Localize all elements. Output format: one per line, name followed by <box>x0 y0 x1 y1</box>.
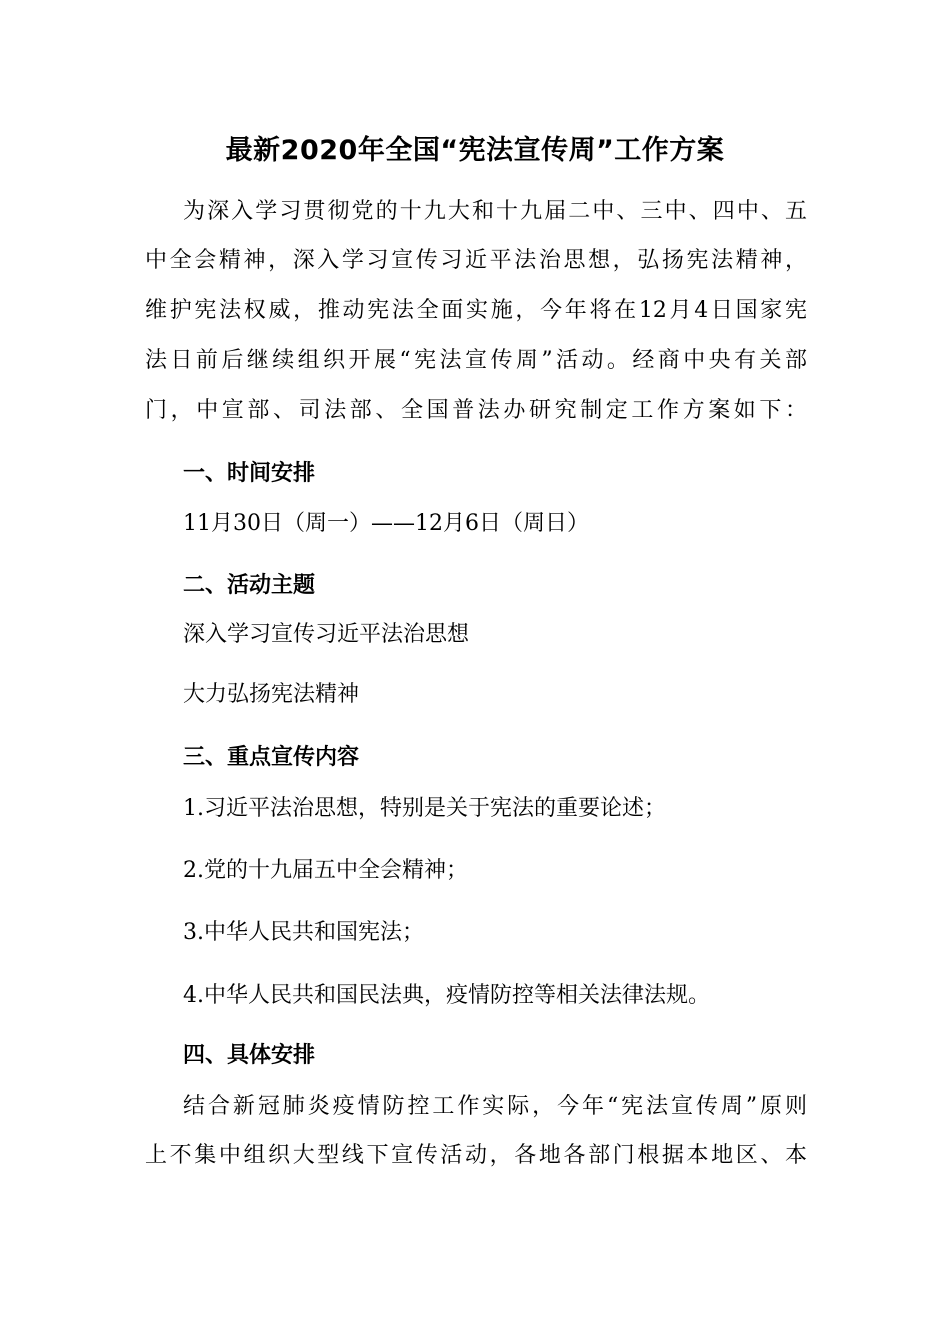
intro-line-4: 法日前后继续组织开展“宪法宣传周”活动。经商中央有关部 <box>145 348 807 373</box>
section-heading-content: 三、重点宣传内容 <box>183 745 360 770</box>
intro-line-2: 中全会精神，深入学习宣传习近平法治思想，弘扬宪法精神， <box>145 248 807 273</box>
content-item-1: 1.习近平法治思想，特别是关于宪法的重要论述； <box>183 796 666 821</box>
section-heading-arrangement: 四、具体安排 <box>183 1043 316 1068</box>
intro-line-3: 维护宪法权威，推动宪法全面实施，今年将在12月4日国家宪 <box>145 298 807 323</box>
arrangement-line-2: 上不集中组织大型线下宣传活动，各地各部门根据本地区、本 <box>145 1143 807 1168</box>
content-item-2: 2.党的十九届五中全会精神； <box>183 858 468 883</box>
theme-line-1: 深入学习宣传习近平法治思想 <box>183 622 470 647</box>
section-heading-theme: 二、活动主题 <box>183 573 316 598</box>
theme-line-2: 大力弘扬宪法精神 <box>183 682 360 707</box>
content-item-4: 4.中华人民共和国民法典，疫情防控等相关法律法规。 <box>183 983 710 1008</box>
intro-line-5: 门，中宣部、司法部、全国普法办研究制定工作方案如下： <box>145 398 807 423</box>
time-range-text: 11月30日（周一）——12月6日（周日） <box>183 511 589 536</box>
section-heading-time: 一、时间安排 <box>183 461 316 486</box>
arrangement-line-1: 结合新冠肺炎疫情防控工作实际，今年“宪法宣传周”原则 <box>183 1094 807 1119</box>
content-item-3: 3.中华人民共和国宪法； <box>183 920 424 945</box>
document-title: 最新2020年全国“宪法宣传周”工作方案 <box>225 135 725 166</box>
intro-line-1: 为深入学习贯彻党的十九大和十九届二中、三中、四中、五 <box>183 199 807 224</box>
